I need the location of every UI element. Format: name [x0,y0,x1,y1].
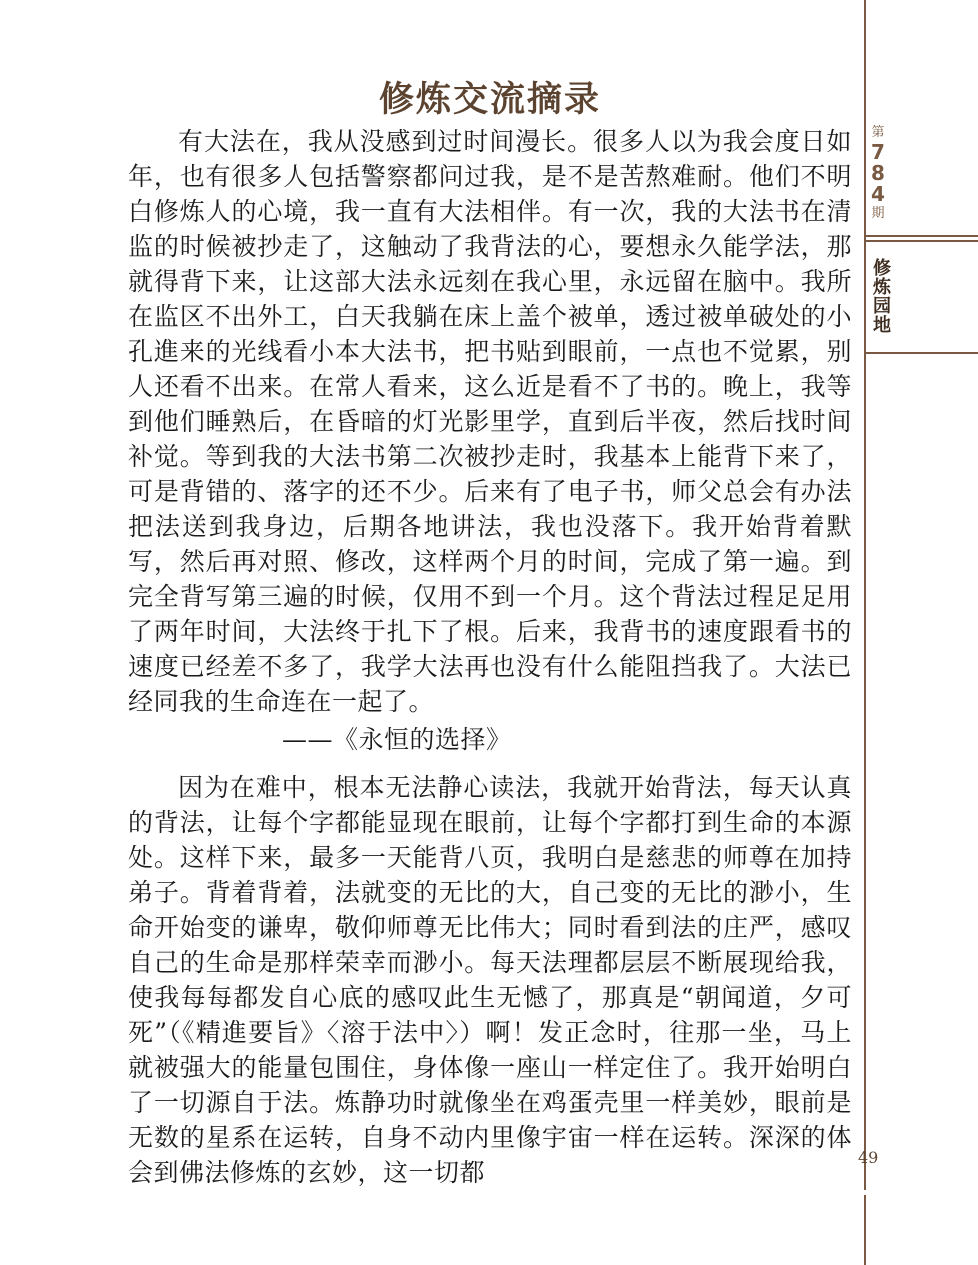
issue-label [868,124,888,223]
article-paragraph: 因为在难中，根本无法静心读法，我就开始背法，每天认真的背法，让每个字都能显现在眼前，让每个字都打到生命的本源处。这样下来，最多一天能背八页，我明白是慈悲的师尊在加持弟子。背着背着，法就变的无比的大，自己变的无比的渺小，生命开始变的谦卑，敬仰师尊无比伟大；同时看到法的庄严，感叹自己的生命是那样荣幸而渺小。每天法理都层层不断展现给我，使我每每都发自心底的感叹此生无憾了，那真是“朝闻道，夕可死”（《精進要旨》〈溶于法中〉）啊！发正念时，往那一坐，马上就被强大的能量包围住，身体像一座山一样定住了。我开始明白了一切源自于法。炼静功时就像坐在鸡蛋壳里一样美妙，眼前是无数的星系在运转，自身不动内里像宇宙一样在运转。深深的体会到佛法修炼的玄妙，这一切都 [128,773,852,1187]
page-number: 49 [858,1148,879,1167]
article-paragraph: 有大法在，我从没感到过时间漫长。很多人以为我会度日如年，也有很多人包括警察都问过我，是不是苦熬难耐。他们不明白修炼人的心境，我一直有大法相伴。有一次，我的大法书在清监的时候被抄走了，这触动了我背法的心，要想永久能学法，那就得背下来，让这部大法永远刻在我心里，永远留在脑中。我所在监区不出外工，白天我躺在床上盖个被单，透过被单破处的小孔進来的光线看小本大法书，把书贴到眼前，一点也不觉累，别人还看不出来。在常人看来，这么近是看不了书的。晚上，我等到他们睡熟后，在昏暗的灯光影里学，直到后半夜，然后找时间补觉。等到我的大法书第二次被抄走时，我基本上能背下来了，可是背错的、落字的还不少。后来有了电子书，师父总会有办法把法送到我身边，后期各地讲法，我也没落下。我开始背着默写，然后再对照、修改，这样两个月的时间，完成了第一遍。到完全背写第三遍的时候，仅用不到一个月。这个背法过程足足用了两年时间，大法终于扎下了根。后来，我背书的速度跟看书的速度已经差不多了，我学大法再也没有什么能阻挡我了。大法已经同我的生命连在一起了。 [128,127,852,716]
section-divider [864,352,978,354]
issue-suffix: 期 [871,206,885,221]
issue-digit: 8 [871,161,885,185]
issue-digit: 7 [871,140,885,164]
margin-rule-lower [864,1195,866,1265]
issue-digit: 4 [871,182,885,206]
section-divider [864,235,978,237]
page-title: 修炼交流摘录 [378,80,601,120]
margin-rule [864,0,866,1190]
section-divider [864,240,978,242]
article-source: ——《永恒的选择》 [282,725,512,754]
section-name: 修炼园地 [870,258,891,334]
issue-prefix: 第 [871,125,885,140]
article-excerpt-1 [128,124,852,724]
article-excerpt-2 [128,770,852,1190]
